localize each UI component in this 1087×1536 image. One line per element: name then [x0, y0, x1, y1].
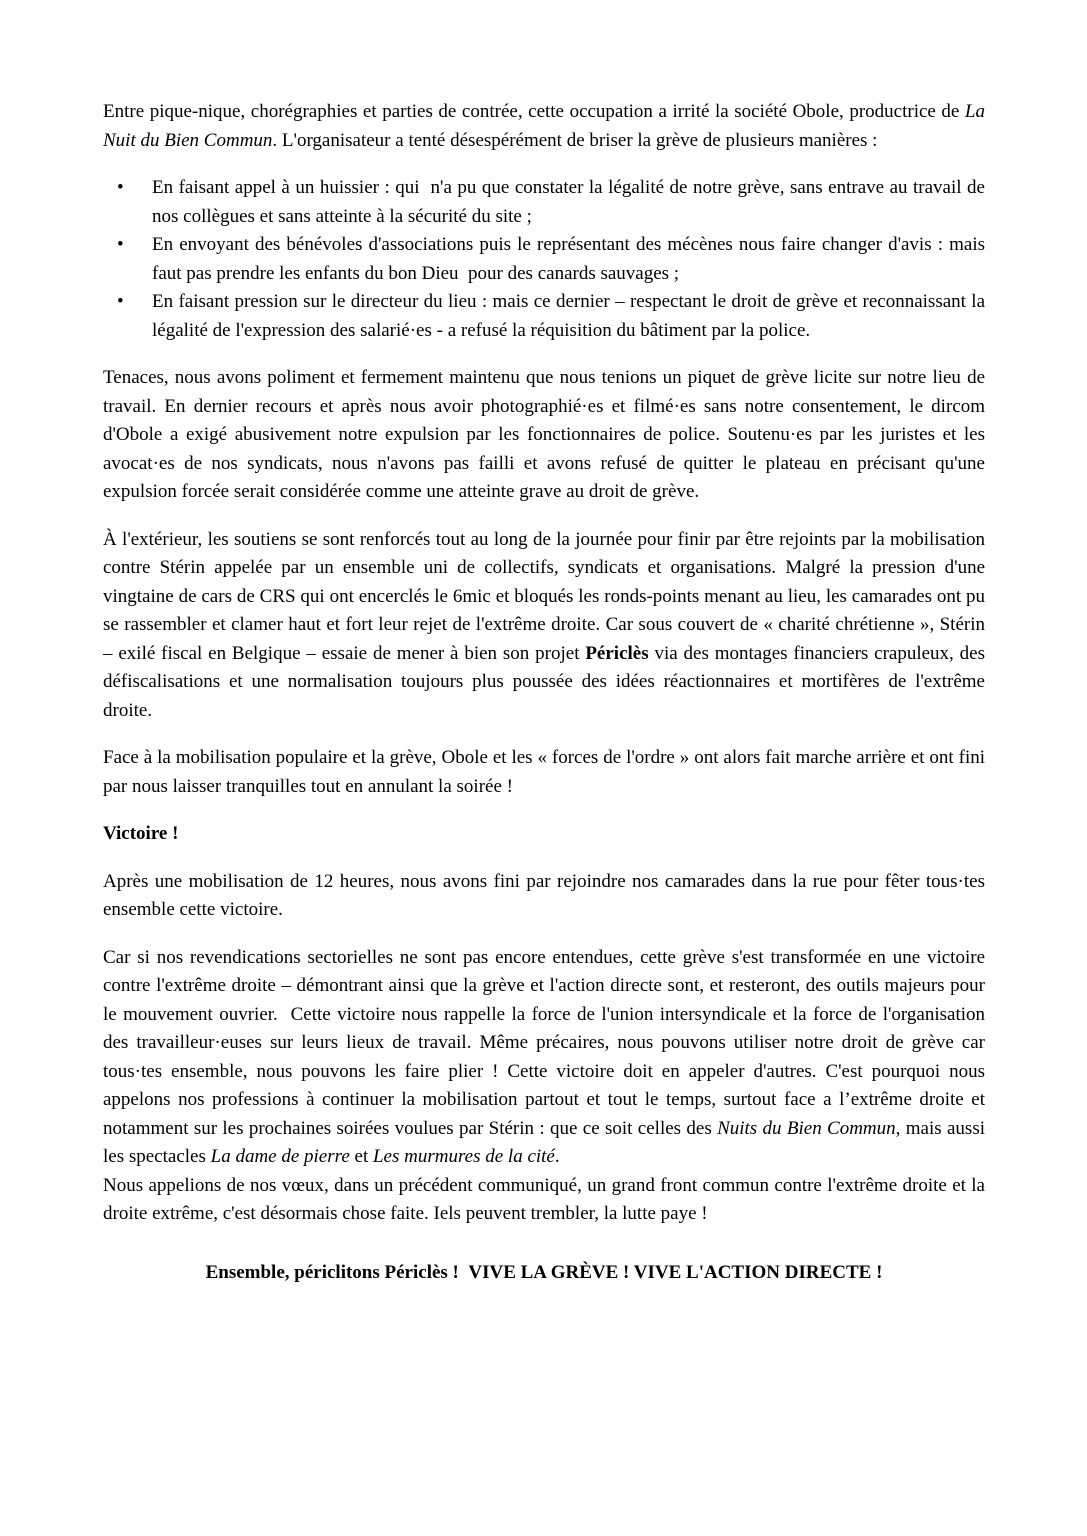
paragraph-revendications — [103, 944, 985, 1172]
text-run: . L'organisateur a tenté désespérément de briser la grève de plusieurs manières : — [272, 129, 878, 151]
text-run: À l'extérieur, les soutiens se sont renforcés tout au long de la journée pour finir par être rejoints par la mobilisation contre Stérin appelée par un ensemble uni de collectifs, syndicats et organisations. Malgré la pression d'une vingtaine de cars de CRS qui ont encerclés le 6mic et bloqués les ronds-points menant au lieu, les camarades ont pu se rassembler et clamer haut et fort leur rejet de l'extrême droite. Car sous couvert de « charité chrétienne », Stérin – exilé fiscal en Belgique – essaie de mener à bien son projet — [103, 528, 985, 664]
bullet-text: En envoyant des bénévoles d'associations puis le représentant des mécènes nous faire changer d'avis : mais faut pas prendre les enfants du bon Dieu pour des canards sauvages ; — [152, 234, 985, 284]
italic-title-run: La Nuit du Bien Commun — [103, 101, 985, 151]
text-run: , mais aussi les spectacles — [103, 1117, 985, 1167]
bullet-text: En faisant pression sur le directeur du lieu : mais ce dernier – respectant le droit de grève et reconnaissant la légalité de l'expression des salarié·es - a refusé la réquisition du bâtiment par la police. — [152, 291, 985, 341]
paragraph-face-mobilisation: Face à la mobilisation populaire et la grève, Obole et les « forces de l'ordre » ont alors fait marche arrière et ont fini par nous laisser tranquilles tout en annulant la soirée ! — [103, 747, 985, 797]
text-run: Entre pique-nique, chorégraphies et parties de contrée, cette occupation a irrité la société Obole, productrice de — [103, 101, 965, 122]
paragraph-tenaces: Tenaces, nous avons poliment et fermement maintenu que nous tenions un piquet de grève licite sur notre lieu de travail. En dernier recours et après nous avoir photographié·es et filmé·es sans notre consentement, le dircom d'Obole a exigé abusivement notre expulsion par les fonctionnaires de police. Soutenu·es par les juristes et les avocat·es de nos syndicats, nous n'avons pas failli et avons refusé de quitter le plateau en précisant qu'une expulsion forcée serait considérée comme une atteinte grave au droit de grève. — [103, 367, 985, 502]
bullet-icon: • — [117, 234, 124, 255]
heading-victoire: Victoire ! — [103, 823, 179, 844]
closing-slogan: Ensemble, périclitons Périclès ! VIVE LA GRÈVE ! VIVE L'ACTION DIRECTE ! — [205, 1261, 883, 1283]
italic-title-run: Les murmures de la cité — [372, 1146, 555, 1167]
bullet-icon: • — [117, 291, 124, 312]
bold-pericles-run: Périclès — [585, 642, 649, 664]
paragraph-apres-mobilisation: Après une mobilisation de 12 heures, nous avons fini par rejoindre nos camarades dans la rue pour fêter tous·tes ensemble cette victoire. — [103, 870, 985, 920]
bullet-item-directeur — [103, 288, 985, 345]
bullet-list — [103, 174, 985, 345]
text-run: et — [349, 1146, 373, 1167]
text-run: Car si nos revendications sectorielles ne sont pas encore entendues, cette grève s'est transformée en une victoire contre l'extrême droite – démontrant ainsi que la grève et l'action directe sont, et resteront, des outils majeurs pour le mouvement ouvrier. Cette victoire nous rappelle la force de l'union intersyndicale et la force de l'organisation des travailleur·euses sur leurs lieux de travail. Même précaires, nous pouvons utiliser notre droit de grève car tous·tes ensemble, nous pouvons les faire plier ! Cette victoire doit en appeler d'autres. C'est pourquoi nous appelons nos professions à continuer la mobilisation partout et tout le temps, surtout face a l’extrême droite et notamment sur les prochaines soirées voulues par Stérin : que ce soit celles des — [103, 946, 985, 1139]
bullet-item-benevoles — [103, 231, 985, 288]
bullet-item-huissier — [103, 174, 985, 231]
bullet-text: En faisant appel à un huissier : qui n'a pu que constater la légalité de notre grève, sans entrave au travail de nos collègues et sans atteinte à la sécurité du site ; — [152, 177, 985, 227]
bullet-icon: • — [117, 177, 124, 198]
text-run: via des montages financiers crapuleux, des défiscalisations et une normalisation toujours plus poussée des idées réactionnaires et mortifères de l'extrême droite. — [103, 642, 985, 721]
paragraph-front-commun: Nous appelions de nos vœux, dans un précédent communiqué, un grand front commun contre l'extrême droite et la droite extrême, c'est désormais chose faite. Iels peuvent trembler, la lutte paye ! — [103, 1174, 985, 1224]
italic-title-run: La dame de pierre — [210, 1146, 350, 1167]
paragraph-exterieur — [103, 526, 985, 726]
paragraph-intro — [103, 98, 985, 155]
italic-title-run: Nuits du Bien Commun — [717, 1117, 896, 1139]
text-run: . — [554, 1146, 560, 1167]
